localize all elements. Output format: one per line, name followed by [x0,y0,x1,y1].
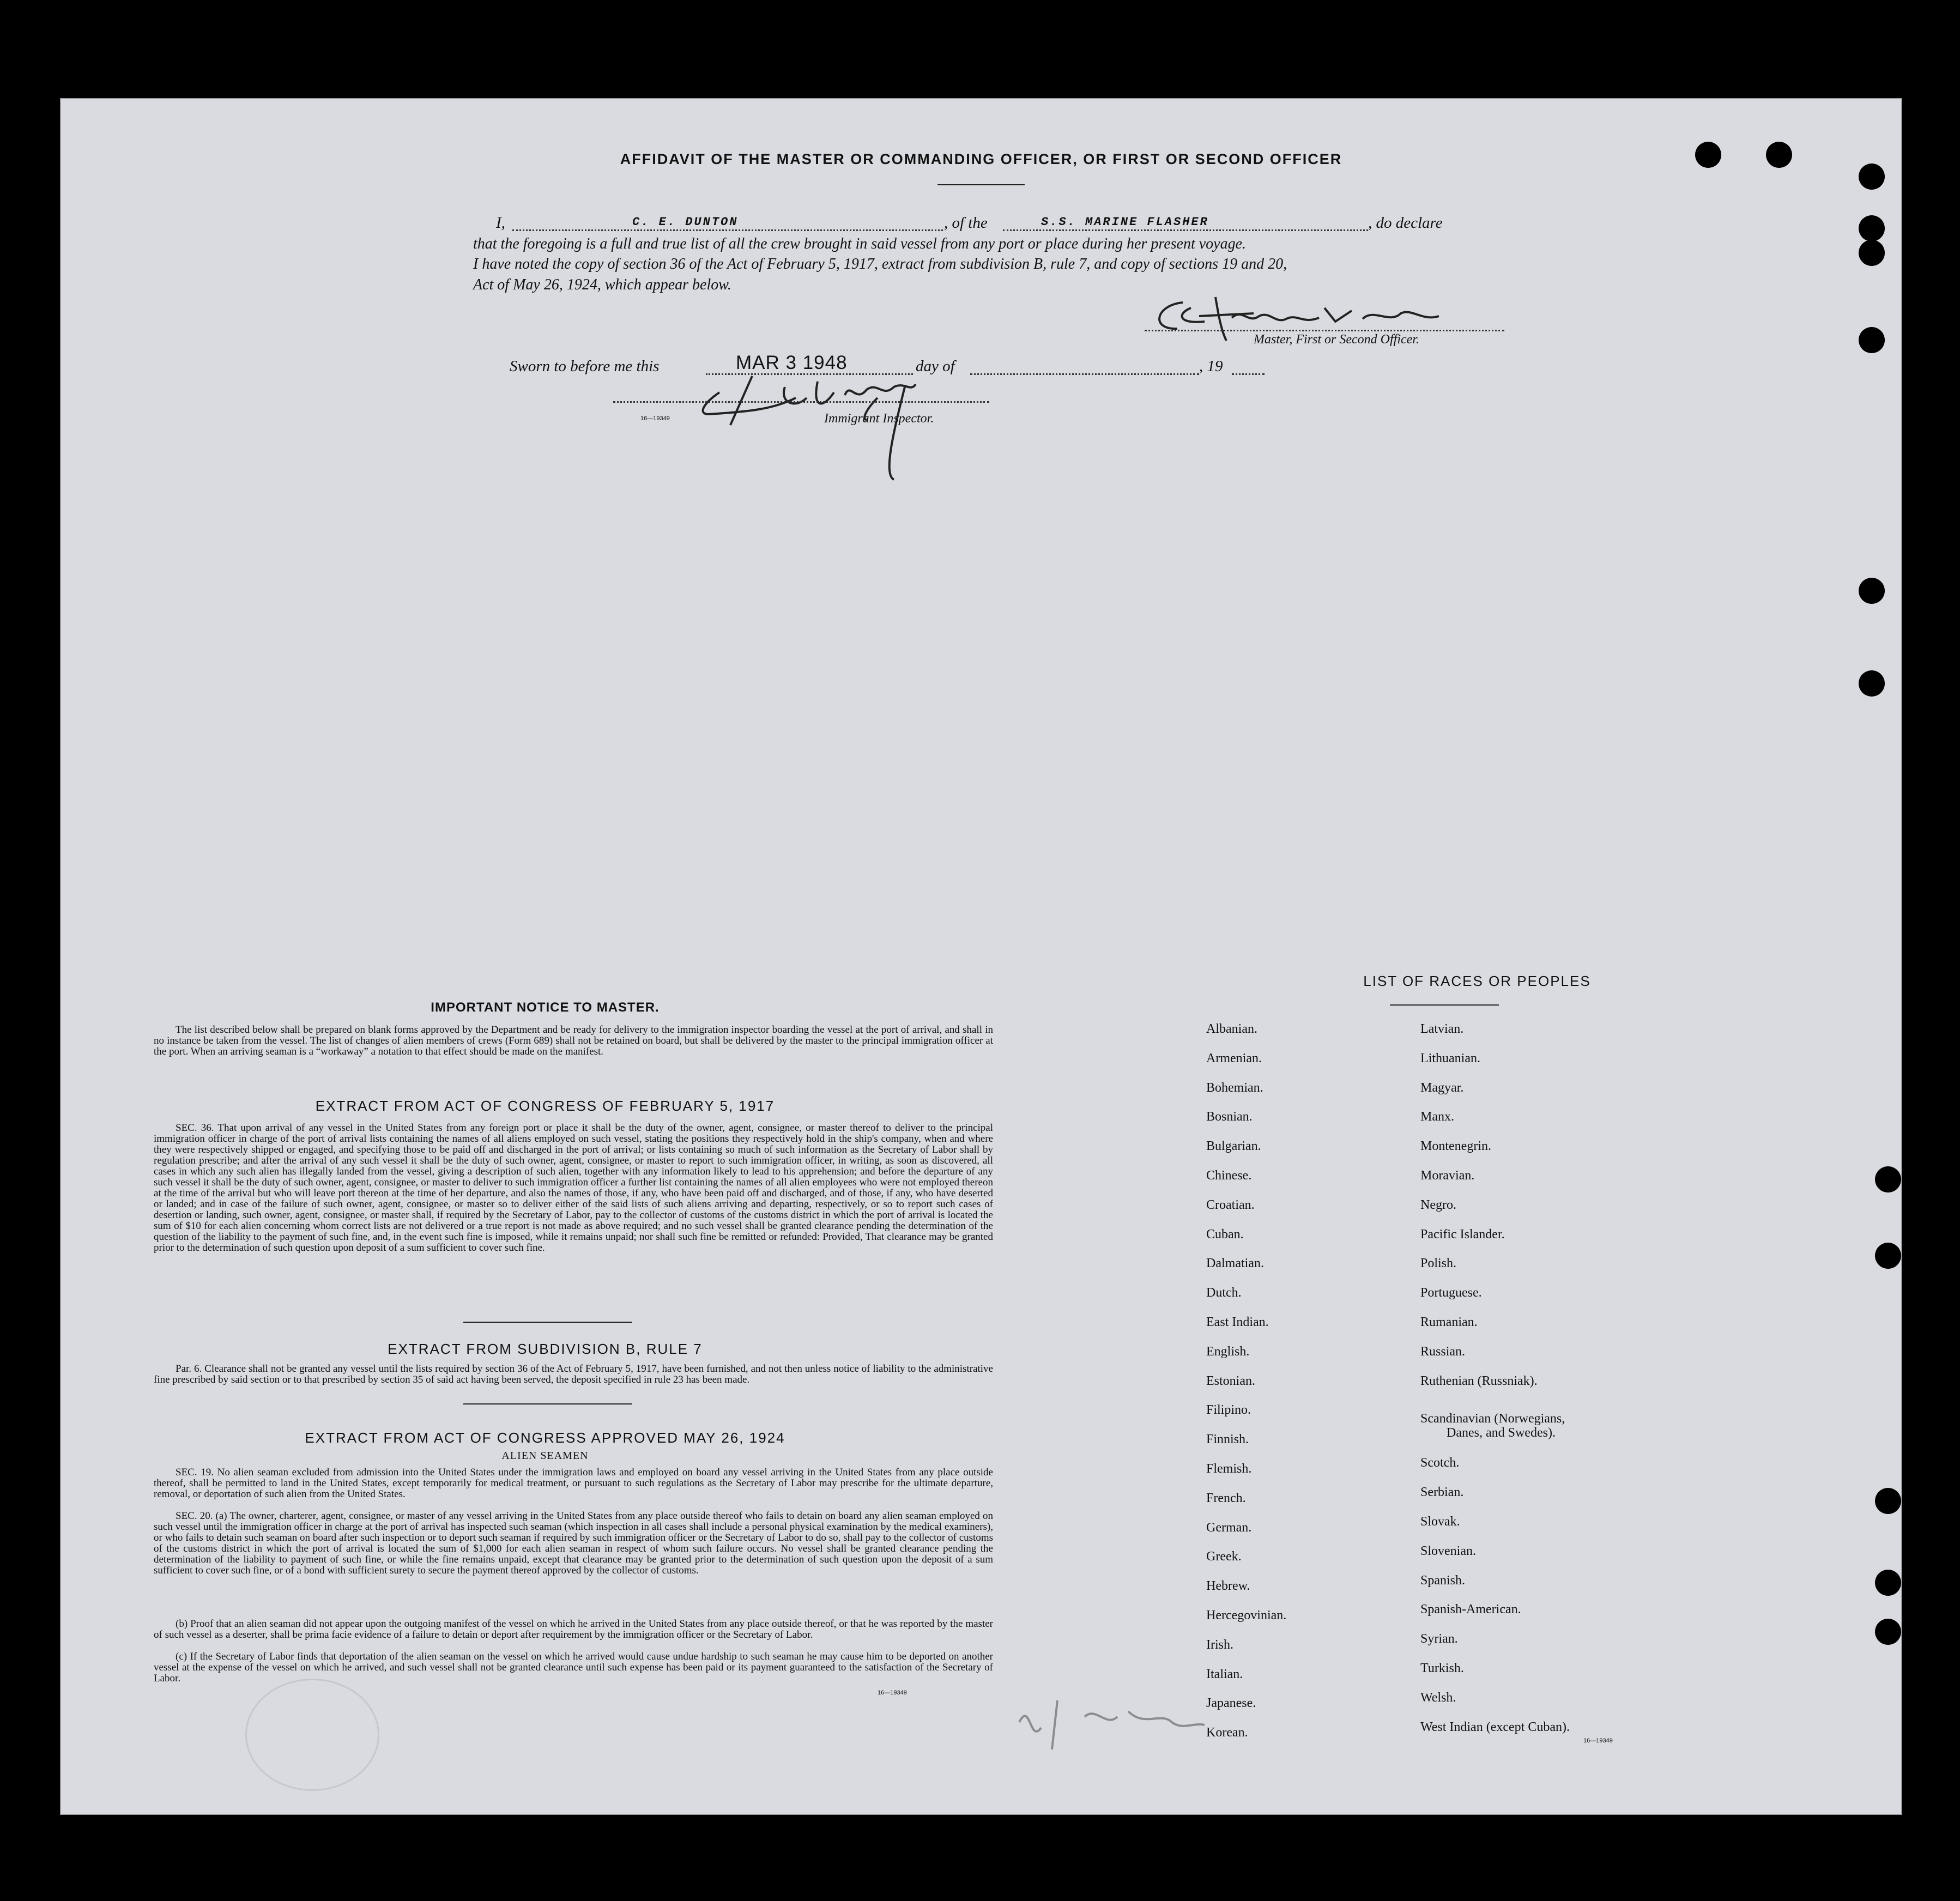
race-item: Estonian. [1206,1373,1255,1388]
race-item: Russian. [1420,1344,1466,1359]
pencil-mark [997,1679,1215,1755]
race-item: Filipino. [1206,1403,1251,1418]
master-signature-caption: Master, First or Second Officer. [1254,332,1419,347]
race-item: Pacific Islander. [1420,1227,1505,1242]
master-signature-line [1145,330,1504,331]
vessel-name-line [1003,229,1368,231]
punch-hole [1859,240,1885,266]
races-right-column [1420,1022,1570,1749]
race-item: Armenian. [1206,1051,1262,1065]
form-number-races: 16—19349 [1583,1737,1613,1744]
punch-hole [1875,1243,1901,1269]
punch-hole [1875,1570,1901,1596]
affidavit-line1 [496,214,1559,234]
race-item: Korean. [1206,1726,1248,1740]
race-item: Magyar. [1420,1080,1464,1095]
race-item: Italian. [1206,1667,1243,1681]
race-item: Polish. [1420,1256,1457,1271]
affidavit-i-label: I, [496,214,505,232]
punch-hole [1859,164,1885,190]
race-item [1420,1403,1570,1456]
extract-1917-text: SEC. 36. That upon arrival of any vessel in the United States from any foreign port or place it shall be the duty of the owner, agent, consignee, or master thereof to deliver to the principal immigration officer in charge of the port of arrival lists containing the names of all aliens employed on such vessel, stating the positions they respectively hold in the ship's company, when and where they were respectively shipped or engaged, and specifying those to be paid off and discharged in the port of arrival; or lists containing so much of such information as the Secretary of Labor shall by regulation prescribe; and after the arrival of any such vessel it shall be the duty of such owner, agent, consignee, or master to report to such immigration officer, in writing, as soon as discovered, all cases in which any such alien has illegally landed from the vessel, giving a description of such alien, together with any information likely to lead to his apprehension; and before the departure of any such vessel it shall be the duty of such owner, agent, consignee, or master to deliver to such immigration officer a further list containing the names of all alien employees who were not employed thereon at the time of the arrival but who will leave port thereon at the time of her departure, and also the names of those, if any, who have been paid off and discharged, and of those, if any, who have deserted or landed; and in case of the failure of such owner, agent, consignee, or master so to deliver either of the said lists of such aliens arriving and departing, respectively, or so to report such cases of desertion or landing, such owner, agent, consignee, or master shall, if required by the Secretary of Labor, pay to the collector of customs of the customs district in which the port of arrival is located the sum of $10 for each alien concerning whom correct lists are not delivered or a true report is not made as above required; and no such vessel shall be granted clearance pending the determination of the question of the liability to the payment of such fine, and, in the event such fine is imposed, while it remains unpaid; nor shall such fine be remitted or refunded: Provided, That clearance may be granted prior to the determination of such question upon deposit of a sum sufficient to cover such fine. [154,1122,993,1254]
race-item: Serbian. [1420,1485,1464,1500]
affidavit-line3: I have noted the copy of section 36 of the Act of February 5, 1917, extract from subdivision B, rule 7, and copy of sections 19 and 20, [473,256,1287,273]
race-item: Portuguese. [1420,1286,1482,1300]
affidavit-line4: Act of May 26, 1924, which appear below. [473,276,731,293]
alien-seamen-subheading: ALIEN SEAMEN [501,1450,589,1462]
notice-heading: IMPORTANT NOTICE TO MASTER. [431,1000,660,1015]
race-item: Hebrew. [1206,1579,1250,1594]
race-item: Negro. [1420,1197,1456,1212]
races-heading-rule [1390,1004,1499,1006]
races-left-column [1206,1022,1286,1755]
race-item: Ruthenian (Russniak). [1420,1373,1538,1388]
heading-rule [937,184,1025,185]
punch-hole [1875,1488,1901,1514]
race-item: Syrian. [1420,1632,1458,1646]
race-item: Dalmatian. [1206,1256,1264,1271]
form-number-top: 16—19349 [640,415,670,422]
race-item: Rumanian. [1420,1315,1478,1329]
race-item: Montenegrin. [1420,1139,1491,1154]
race-item: Slovak. [1420,1514,1460,1529]
race-item: Turkish. [1420,1661,1464,1675]
race-item: Chinese. [1206,1168,1252,1183]
race-item: Croatian. [1206,1197,1255,1212]
race-item: Welsh. [1420,1690,1456,1705]
race-item: Scotch. [1420,1456,1460,1470]
race-item: Hercegovinian. [1206,1608,1287,1622]
extract-1924-heading: EXTRACT FROM ACT OF CONGRESS APPROVED MAY 26, 1924 [305,1430,785,1446]
punch-hole [1875,1619,1901,1645]
race-item: Slovenian. [1420,1543,1476,1558]
race-item: Bohemian. [1206,1080,1263,1095]
race-item: Cuban. [1206,1227,1244,1242]
race-item: Dutch. [1206,1286,1242,1300]
officer-name: C. E. DUNTON [632,215,739,229]
extract-1917-heading: EXTRACT FROM ACT OF CONGRESS OF FEBRUARY 5, 1917 [315,1098,775,1114]
punch-hole [1766,142,1792,168]
sworn-prefix: Sworn to before me this [510,358,660,375]
race-item: Lithuanian. [1420,1051,1480,1065]
faded-seal [245,1679,379,1791]
races-heading: LIST OF RACES OR PEOPLES [1363,973,1591,989]
affidavit-heading: AFFIDAVIT OF THE MASTER OR COMMANDING OFFICER, OR FIRST OR SECOND OFFICER [620,151,1342,167]
race-item: Flemish. [1206,1461,1252,1476]
race-item: Spanish. [1420,1573,1466,1588]
form-number-bottom: 16—19349 [878,1690,907,1696]
inspector-signature-line [613,401,989,403]
race-item: Spanish-American. [1420,1602,1521,1617]
day-of-label: day of [916,358,955,375]
race-item: Albanian. [1206,1022,1257,1036]
race-item: French. [1206,1491,1246,1505]
officer-name-line [512,229,943,231]
race-item: German. [1206,1520,1252,1535]
year-line [1232,373,1265,375]
sec20c-text: (c) If the Secretary of Labor finds that deportation of the alien seaman on the vessel on which he arrived would cause undue hardship to such seaman he may cause him to be deported on another vessel at the expense of the vessel on which he arrived, and such vessel shall not be granted clearance until such expense has been paid or its payment guaranteed to the satisfaction of the Secretary of Labor. [154,1651,993,1684]
punch-hole [1859,670,1885,697]
race-item: West Indian (except Cuban). [1420,1720,1570,1734]
vessel-name: S.S. MARINE FLASHER [1041,215,1209,229]
sec20a-text: SEC. 20. (a) The owner, charterer, agent, consignee, or master of any vessel arriving in the United States from any place outside thereof who fails to detain on board any alien seaman employed on such vessel until the immigration officer in charge at the port of arrival has inspected such seaman (which inspection in all cases shall include a personal physical examination by the medical examiners), or who fails to detain such seaman on board after such inspection or to deport such seaman if required by such immigration officer or the Secretary of Labor to do so, shall pay to the collector of customs of the customs district in which the port of arrival is located the sum of $1,000 for each alien seaman in respect of whom such failure occurs. No vessel shall be granted clearance pending the determination of the liability to payment of such fine, or while the fine remains unpaid, except that clearance may be granted prior to the determination of such question upon the deposit of a sum sufficient to cover such fine, or of a bond with sufficient surety to secure the payment thereof approved by the collector of customs. [154,1510,993,1576]
race-item: Manx. [1420,1110,1454,1124]
rule7-text: Par. 6. Clearance shall not be granted any vessel until the lists required by section 36 of the Act of February 5, 1917, have been furnished, and not then unless notice of liability to the administrative fine prescribed by said section or to that prescribed by section 35 of said act having been served, the deposit specified in rule 23 has been made. [154,1363,993,1385]
do-declare-label: , do declare [1368,214,1443,232]
affidavit-line2: that the foregoing is a full and true list of all the crew brought in said vessel from any port or place during her present voyage. [473,235,1247,252]
race-item: Latvian. [1420,1022,1464,1036]
race-item: Greek. [1206,1549,1242,1564]
section-rule [463,1403,632,1404]
month-line [970,373,1199,375]
race-item: Irish. [1206,1637,1233,1652]
race-item: English. [1206,1344,1250,1359]
race-item: Finnish. [1206,1432,1249,1447]
year-label: , 19 [1199,358,1223,375]
race-item: Bosnian. [1206,1110,1253,1124]
punch-hole [1859,578,1885,604]
sec20b-text: (b) Proof that an alien seaman did not appear upon the outgoing manifest of the vessel on which he arrived in the United States from any place outside thereof, or that he was reported by the master of such vessel as a deserter, shall be prima facie evidence of a failure to detain or deport after requirement by the immigration officer or the Secretary of Labor. [154,1618,993,1640]
punch-hole [1875,1166,1901,1192]
section-rule [463,1322,632,1323]
race-item: East Indian. [1206,1315,1269,1329]
inspector-caption: Immigrant Inspector. [824,411,934,426]
race-item: Moravian. [1420,1168,1475,1183]
race-item-scandinavian-cont: Danes, and Swedes). [1447,1426,1556,1440]
punch-hole [1859,327,1885,353]
punch-hole [1859,215,1885,241]
sec19-text: SEC. 19. No alien seaman excluded from admission into the United States under the immigration laws and employed on board any vessel arriving in the United States from any place outside thereof, shall be permitted to land in the United States, except temporarily for medical treatment, or pursuant to such regulations as the Secretary of Labor may prescribe for the ultimate departure, removal, or deportation of such alien from the United States. [154,1467,993,1500]
rule7-heading: EXTRACT FROM SUBDIVISION B, RULE 7 [388,1341,703,1357]
punch-hole [1695,142,1721,168]
sworn-date-stamp: MAR 3 1948 [736,352,848,373]
notice-text: The list described below shall be prepared on blank forms approved by the Department and be ready for delivery to the immigration inspector boarding the vessel at the port of arrival, and shall in no instance be taken from the vessel. The list of changes of alien members of crews (Form 689) shall not be retained on board, but shall be delivered by the master to the principal immigration officer at the port. When an arriving seaman is a “workaway” a notation to that effect should be made on the manifest. [154,1024,993,1057]
race-item: Japanese. [1206,1696,1256,1711]
form-sheet [60,98,1902,1815]
race-item: Bulgarian. [1206,1139,1261,1154]
of-the-label: , of the [944,214,988,232]
race-item-scandinavian: Scandinavian (Norwegians, [1420,1412,1565,1426]
